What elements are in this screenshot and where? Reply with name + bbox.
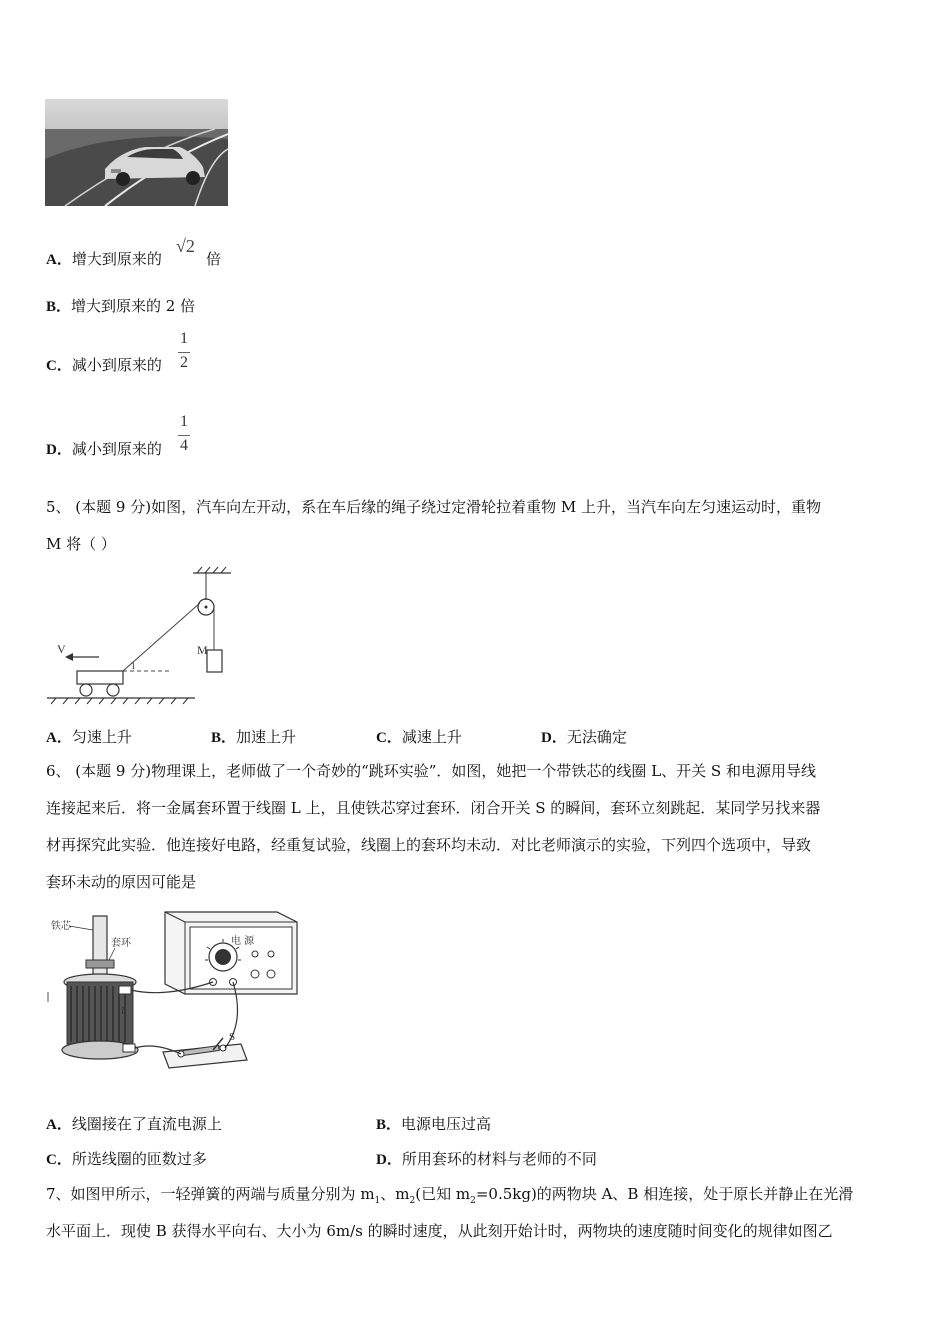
- fraction-bar: [178, 435, 190, 436]
- fraction-numerator: 1: [180, 330, 188, 347]
- switch-label: S: [229, 1031, 236, 1043]
- fraction-denominator: 2: [180, 354, 188, 371]
- option-letter: A．: [46, 1117, 72, 1133]
- option-letter: D．: [376, 1152, 402, 1168]
- option-text: 电源电压过高: [401, 1115, 492, 1133]
- option-4a-suffix: 倍: [206, 250, 222, 268]
- q7-line-2: 水平面上．现使 B 获得水平向右、大小为 6m/s 的瞬时速度，从此刻开始计时，两物块的速度随时间变化的规律如图乙: [46, 1222, 833, 1240]
- option-text: 增大到原来的: [71, 250, 162, 268]
- option-letter: C．: [376, 730, 402, 746]
- option-text: 线圈接在了直流电源上: [71, 1115, 222, 1133]
- option-4c: [46, 355, 162, 376]
- q7-text: =0.5kg)的两物块 A、B 相连接，处于原长并静止在光滑: [475, 1185, 854, 1203]
- option-4a: [46, 249, 162, 270]
- fraction-numerator: 1: [180, 413, 188, 430]
- option-letter: C．: [46, 358, 72, 374]
- option-text: 加速上升: [236, 728, 297, 746]
- option-5b: [211, 727, 296, 748]
- option-text: 增大到原来的 2 倍: [71, 297, 196, 315]
- option-letter: C．: [46, 1152, 72, 1168]
- option-6a: [46, 1114, 222, 1135]
- option-6c: [46, 1149, 207, 1170]
- option-5d: [541, 727, 627, 748]
- option-text: 所用套环的材料与老师的不同: [401, 1150, 597, 1168]
- mass-label: M: [197, 643, 208, 657]
- q7-line-1: [46, 1184, 853, 1211]
- jumping-ring-figure: [45, 902, 305, 1082]
- ring-label: 套环: [111, 938, 131, 949]
- velocity-label: V: [57, 642, 66, 656]
- option-text: 减速上升: [401, 728, 462, 746]
- option-letter: D．: [541, 730, 567, 746]
- q6-line-2: 连接起来后．将一金属套环置于线圈 L 上，且使铁芯穿过套环．闭合开关 S 的瞬间，套环立刻跳起．某同学另找来器: [46, 799, 821, 817]
- option-5c: [376, 727, 462, 748]
- option-6b: [376, 1114, 491, 1135]
- car-photo: [45, 99, 228, 206]
- q7-text: (已知 m: [415, 1185, 471, 1203]
- q7-text: 7、如图甲所示，一轻弹簧的两端与质量分别为 m: [46, 1185, 375, 1203]
- option-text: 无法确定: [566, 728, 627, 746]
- fraction-bar: [178, 352, 190, 353]
- option-letter: B．: [46, 299, 72, 315]
- q6-line-1: 6、 (本题 9 分)物理课上，老师做了一个奇妙的“跳环实验”．如图，她把一个带铁芯的线圈 L、开关 S 和电源用导线: [46, 762, 816, 780]
- subscript: 2: [409, 1196, 416, 1206]
- option-text: 所选线圈的匝数过多: [71, 1150, 207, 1168]
- core-label: 铁芯: [51, 921, 71, 932]
- q6-line-4: 套环未动的原因可能是: [46, 873, 197, 891]
- sqrt-two: √2: [176, 236, 195, 256]
- option-letter: D．: [46, 442, 72, 458]
- option-5a: [46, 727, 132, 748]
- subscript: 1: [374, 1196, 381, 1206]
- option-4b: [46, 296, 195, 317]
- q6-line-3: 材再探究此实验．他连接好电路，经重复试验，线圈上的套环均未动．对比老师演示的实验，下列四个选项中，导致: [46, 836, 812, 854]
- option-letter: B．: [376, 1117, 402, 1133]
- option-6d: [376, 1149, 597, 1170]
- fraction-denominator: 4: [180, 437, 188, 454]
- coil-label: L: [121, 1006, 127, 1017]
- option-letter: B．: [211, 730, 237, 746]
- option-letter: A．: [46, 730, 72, 746]
- source-label: 电 源: [231, 936, 255, 947]
- pulley-figure: [45, 565, 245, 710]
- option-text: 减小到原来的: [71, 356, 162, 374]
- angle-label: 1: [131, 661, 136, 671]
- option-letter: A．: [46, 252, 72, 268]
- q7-text: 、m: [380, 1185, 410, 1203]
- option-text: 减小到原来的: [71, 440, 162, 458]
- option-4d: [46, 439, 162, 460]
- q5-line-1: 5、 (本题 9 分)如图，汽车向左开动，系在车后缘的绳子绕过定滑轮拉着重物 M 上升，当汽车向左匀速运动时，重物: [46, 498, 821, 516]
- subscript: 2: [470, 1196, 476, 1206]
- option-text: 匀速上升: [71, 728, 132, 746]
- q5-line-2: M 将（ ）: [46, 535, 116, 553]
